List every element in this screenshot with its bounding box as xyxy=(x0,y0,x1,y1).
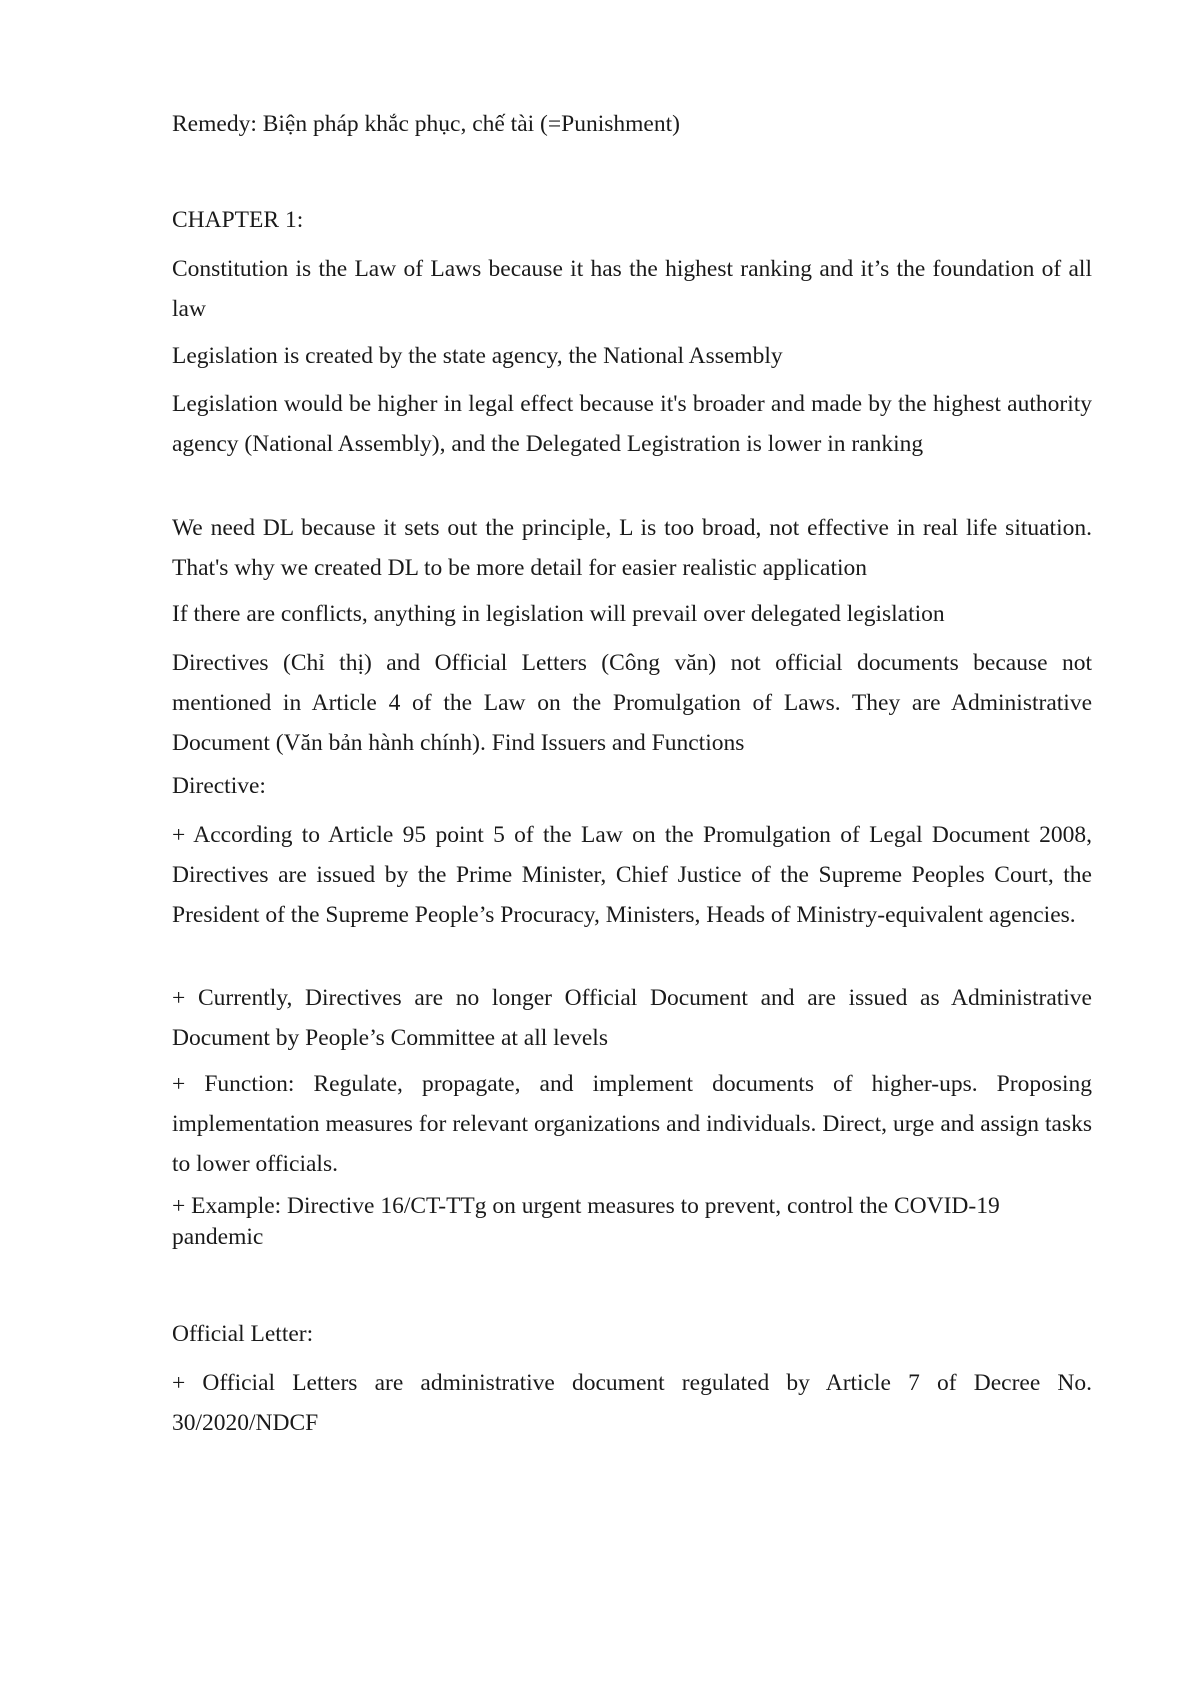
directive-heading: Directive: xyxy=(172,773,266,799)
directive-currently-item: + Currently, Directives are no longer Official Document and are issued as Administrative Document by People’s Committee at all levels xyxy=(172,985,1092,1051)
official-letter-regulated-item: + Official Letters are administrative document regulated by Article 7 of Decree No. 30/2020/NDCF xyxy=(172,1370,1092,1436)
directive-issuers-item: + According to Article 95 point 5 of the Law on the Promulgation of Legal Document 2008, Directives are issued by the Prime Minister, Chief Justice of the Supreme Peoples Court, the President of the Supreme People’s Procuracy, Ministers, Heads of Ministry-equivalent agencies. xyxy=(172,822,1092,928)
official-letter-heading: Official Letter: xyxy=(172,1321,314,1347)
paragraph-constitution: Constitution is the Law of Laws because it has the highest ranking and it’s the foundation of all law xyxy=(172,256,1092,322)
chapter-heading: CHAPTER 1: xyxy=(172,207,304,233)
remedy-line: Remedy: Biện pháp khắc phục, chế tài (=Punishment) xyxy=(172,111,680,137)
paragraph-directives-letters: Directives (Chỉ thị) and Official Letters (Công văn) not official documents because not mentioned in Article 4 of the Law on the Promulgation of Laws. They are Administrative Document (Văn bản hành chính). Find Issuers and Functions xyxy=(172,650,1092,756)
paragraph-conflicts: If there are conflicts, anything in legislation will prevail over delegated legislation xyxy=(172,601,945,627)
directive-example-item: + Example: Directive 16/CT-TTg on urgent measures to prevent, control the COVID-19 pandemic xyxy=(172,1193,1000,1250)
paragraph-need-dl: We need DL because it sets out the principle, L is too broad, not effective in real life situation. That's why we created DL to be more detail for easier realistic application xyxy=(172,515,1092,581)
paragraph-legislation-higher: Legislation would be higher in legal effect because it's broader and made by the highest authority agency (National Assembly), and the Delegated Legistration is lower in ranking xyxy=(172,391,1092,457)
paragraph-legislation-created: Legislation is created by the state agency, the National Assembly xyxy=(172,343,783,369)
directive-function-item: + Function: Regulate, propagate, and implement documents of higher-ups. Proposing implementation measures for relevant organizations and individuals. Direct, urge and assign tasks to lower officials. xyxy=(172,1071,1092,1177)
